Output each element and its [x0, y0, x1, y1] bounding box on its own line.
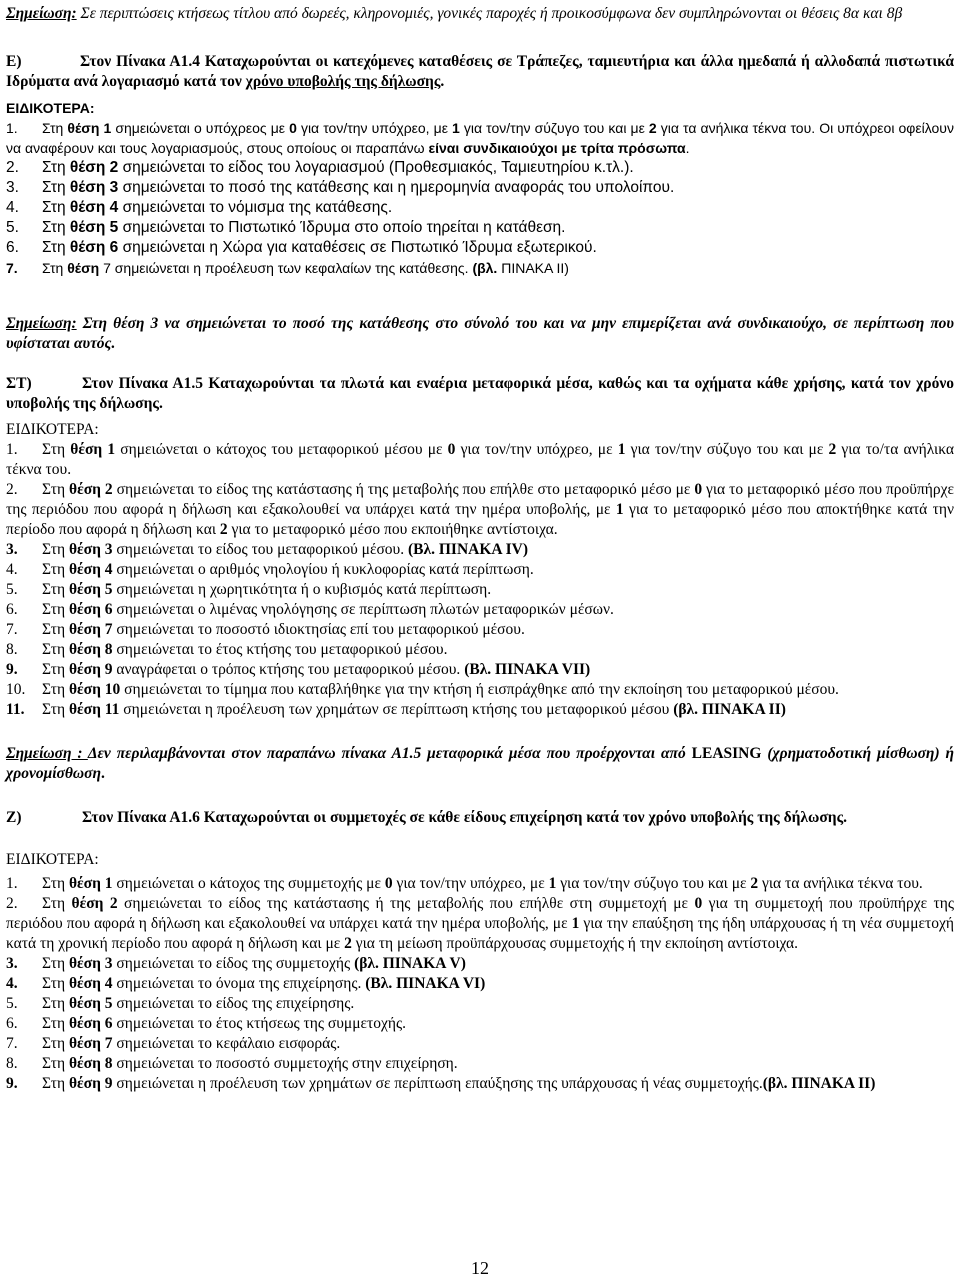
list-item: 4. Στη θέση 4 σημειώνεται ο αριθμός νηολογίου ή κυκλοφορίας κατά περίπτωση.	[6, 561, 534, 578]
note-2	[6, 314, 954, 354]
list-item: 4. Στη θέση 4 σημειώνεται το νόμισμα της κατάθεσης.	[6, 199, 393, 216]
note-text: Σε περιπτώσεις κτήσεως τίτλου από δωρεές, κληρονομιές, γονικές παροχές ή προικοσύμφωνα δεν συμπληρώνονται οι θέσεις 8α και 8β	[76, 5, 903, 22]
section-e-item-1: 1. Στη θέση 1 σημειώνεται ο υπόχρεος με 0 για τον/την υπόχρεο, με 1 για τον/την σύζυγο του και με 2 για τα ανήλικα τέκνα του. Οι υπόχρεοι οφείλουν να αναφέρουν και τους λογαριασμούς, στους οποίους οι παραπάνω είναι συνδικαιούχοι με τρίτα πρόσωπα.	[6, 120, 954, 156]
note-text: Στη θέση 3 να σημειώνεται το ποσό της κατάθεσης στο σύνολό του και να μην επιμερίζεται ανά συνδικαιούχο, σε περίπτωση που υφίσταται αυτός.	[6, 315, 954, 352]
section-st-heading: ΕΙΔΙΚΟΤΕΡΑ:	[6, 421, 99, 438]
list-item: 6. Στη θέση 6 σημειώνεται το έτος κτήσεως της συμμετοχής.	[6, 1015, 407, 1032]
section-z	[6, 808, 954, 1094]
list-item: 8. Στη θέση 8 σημειώνεται το ποσοστό συμμετοχής στην επιχείρηση.	[6, 1055, 458, 1072]
document-page	[6, 0, 954, 1288]
section-e-title: Ε) Στον Πίνακα Α1.4 Καταχωρούνται οι κατεχόμενες καταθέσεις σε Τράπεζες, ταμιευτήρια και άλλα ημεδαπά ή αλλοδαπά πιστωτικά Ιδρύματα ανά λογαριασμό κατά τον χρόνο υποβολής της δήλωσης.	[6, 53, 954, 90]
section-z-item-3: 3. Στη θέση 3 σημειώνεται το είδος της συμμετοχής (βλ. ΠΙΝΑΚΑ V)	[6, 955, 466, 972]
section-e-items	[6, 158, 954, 258]
section-st-item-9: 9. Στη θέση 9 αναγράφεται ο τρόπος κτήσης του μεταφορικού μέσου. (Βλ. ΠΙΝΑΚΑ VII)	[6, 661, 591, 678]
section-z-item-2: 2. Στη θέση 2 σημειώνεται το είδος της κατάστασης ή της μεταβολής που επήλθε στη συμμετοχή με 0 για τη συμμετοχή που προϋπήρχε της περιόδου που αφορά η δήλωση και εξακολουθεί να υπάρχει κατά την ημέρα υποβολής, με 1 για την επαύξηση της ήδη υπάρχουσας ή τη νέα συμμετοχή κατά τη χρονική περίοδο που αφορά η δήλωση και με 2 για τη μείωση προϋπάρχουσας συμμετοχής ή την εκποίηση αντίστοιχα.	[6, 895, 954, 952]
section-z-title: Ζ) Στον Πίνακα Α1.6 Καταχωρούνται οι συμμετοχές σε κάθε είδους επιχείρηση κατά τον χρόνο υποβολής της δήλωσης.	[6, 809, 848, 826]
section-st-item-2: 2. Στη θέση 2 σημειώνεται το είδος της κατάστασης ή της μεταβολής που επήλθε στο μεταφορικό μέσο με 0 για το μεταφορικό μέσο που προϋπήρχε της περιόδου που αφορά η δήλωση και εξακολουθεί να υπάρχει κατά την ημέρα υποβολής, με 1 για το μεταφορικό μέσο που αποκτήθηκε κατά την περίοδο που αφορά η δήλωση και 2 για το μεταφορικό μέσο που εκποιήθηκε αντίστοιχα.	[6, 481, 955, 538]
section-z-item-1: 1. Στη θέση 1 σημειώνεται ο κάτοχος της συμμετοχής με 0 για τον/την υπόχρεο, με 1 για τον/την σύζυγο του και με 2 για τα ανήλικα τέκνα του.	[6, 875, 923, 892]
section-e-heading: ΕΙΔΙΚΟΤΕΡΑ:	[6, 100, 95, 116]
section-st-item-11: 11. Στη θέση 11 σημειώνεται η προέλευση των χρημάτων σε περίπτωση κτήσης του μεταφορικού μέσου (βλ. ΠΙΝΑΚΑ ΙΙ)	[6, 701, 786, 718]
list-item: 6. Στη θέση 6 σημειώνεται ο λιμένας νηολόγησης σε περίπτωση πλωτών μεταφορικών μέσων.	[6, 601, 614, 618]
note-label: Σημείωση :	[6, 745, 88, 762]
page-number: 12	[471, 1258, 489, 1278]
section-z-heading: ΕΙΔΙΚΟΤΕΡΑ:	[6, 851, 99, 868]
note-3: Σημείωση : Δεν περιλαμβάνονται στον παραπάνω πίνακα Α1.5 μεταφορικά μέσα που προέρχονται από LEASING (χρηματοδοτική μίσθωση) ή χρονομίσθωση.	[6, 745, 955, 782]
section-st-items	[6, 560, 954, 660]
note-label: Σημείωση:	[6, 5, 77, 22]
list-item: 5. Στη θέση 5 σημειώνεται η χωρητικότητα ή ο κυβισμός κατά περίπτωση.	[6, 581, 492, 598]
top-note	[6, 4, 954, 24]
section-st-item-3: 3. Στη θέση 3 σημειώνεται το είδος του μεταφορικού μέσου. (Βλ. ΠΙΝΑΚΑ IV)	[6, 541, 528, 558]
section-st-item-1: 1. Στη θέση 1 σημειώνεται ο κάτοχος του μεταφορικού μέσου με 0 για τον/την υπόχρεο, με 1 για τον/την σύζυγο του και με 2 για το/τα ανήλικα τέκνα του.	[6, 441, 955, 478]
list-item: 2. Στη θέση 2 σημειώνεται το είδος του λογαριασμού (Προθεσμιακός, Ταμιευτηρίου κ.τλ.).	[6, 159, 634, 176]
section-st-item-10: 10. Στη θέση 10 σημειώνεται το τίμημα που καταβλήθηκε για την κτήση ή εισπράχθηκε από την εκποίηση του μεταφορικού μέσου.	[6, 681, 839, 698]
section-z-items	[6, 994, 954, 1074]
section-st	[6, 374, 954, 720]
section-e	[6, 52, 954, 278]
section-st-title: ΣΤ) Στον Πίνακα Α1.5 Καταχωρούνται τα πλωτά και εναέρια μεταφορικά μέσα, καθώς και τα οχήματα κάθε χρήσης, κατά τον χρόνο υποβολής της δήλωσης.	[6, 375, 954, 412]
section-z-item-9: 9. Στη θέση 9 σημειώνεται η προέλευση των χρημάτων σε περίπτωση επαύξησης της υπάρχουσας ή νέας συμμετοχής.(βλ. ΠΙΝΑΚΑ ΙΙ)	[6, 1075, 876, 1092]
list-item: 5. Στη θέση 5 σημειώνεται το Πιστωτικό Ίδρυμα στο οποίο τηρείται η κατάθεση.	[6, 219, 566, 236]
note-label: Σημείωση:	[6, 315, 77, 332]
section-z-item-4: 4. Στη θέση 4 σημειώνεται το όνομα της επιχείρησης. (Βλ. ΠΙΝΑΚΑ VI)	[6, 975, 486, 992]
section-e-item-7: 7. Στη θέση 7 σημειώνεται η προέλευση των κεφαλαίων της κατάθεσης. (βλ. ΠΙΝΑΚΑ ΙΙ)	[6, 260, 569, 276]
list-item: 7. Στη θέση 7 σημειώνεται το ποσοστό ιδιοκτησίας επί του μεταφορικού μέσου.	[6, 621, 525, 638]
list-item: 3. Στη θέση 3 σημειώνεται το ποσό της κατάθεσης και η ημερομηνία αναφοράς του υπολοίπου.	[6, 179, 675, 196]
list-item: 6. Στη θέση 6 σημειώνεται η Χώρα για καταθέσεις σε Πιστωτικό Ίδρυμα εξωτερικού.	[6, 239, 597, 256]
list-item: 8. Στη θέση 8 σημειώνεται το έτος κτήσης του μεταφορικού μέσου.	[6, 641, 448, 658]
list-item: 7. Στη θέση 7 σημειώνεται το κεφάλαιο εισφοράς.	[6, 1035, 341, 1052]
list-item: 5. Στη θέση 5 σημειώνεται το είδος της επιχείρησης.	[6, 995, 355, 1012]
